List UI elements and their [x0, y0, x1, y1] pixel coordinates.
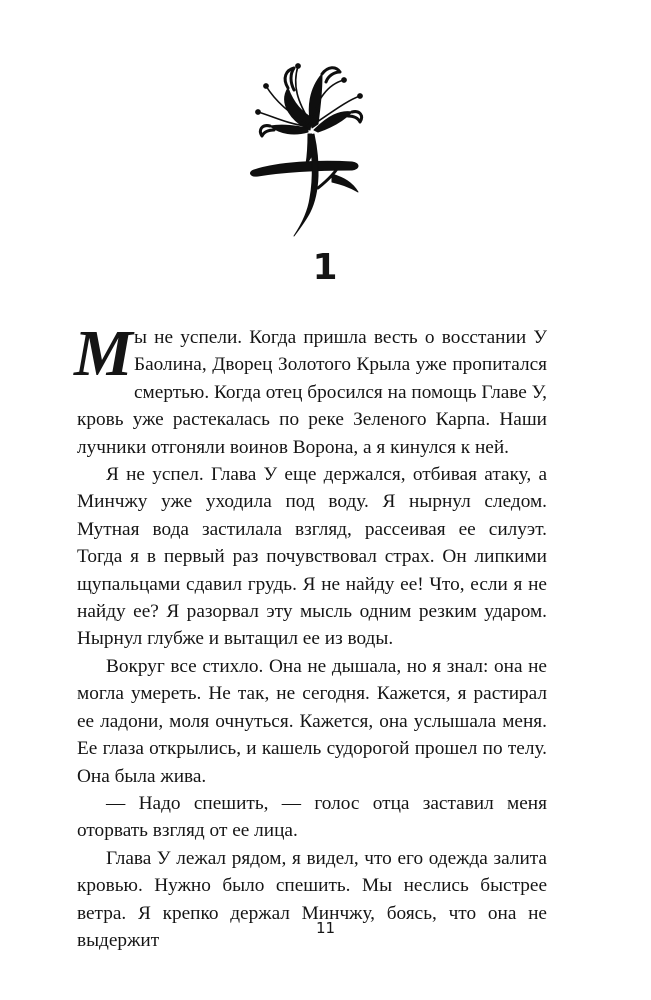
- paragraph-2: Я не успел. Глава У еще держался, отбивая атаку, а Минчжу уже уходила под воду. Я нырнул следом. Мутная вода застилала взгляд, рассеивая ее силуэт. Тогда я в первый раз почувствовал страх. Он липкими щупальцами сдавил грудь. Я не найду ее! Что, если я не найду ее? Я разорвал эту мысль одним резким ударом. Нырнул глубже и вытащил ее из воды.: [77, 464, 547, 650]
- paragraph-4: — Надо спешить, — голос отца заставил меня оторвать взгляд от ее лица.: [77, 792, 547, 842]
- ink-flower-icon: [248, 52, 368, 242]
- paragraph-5: Глава У лежал рядом, я видел, что его одежда залита кровью. Нужно было спешить. Мы неслись быстрее ветра. Я крепко держал Минчжу, боясь, что она не выдержит: [77, 847, 547, 951]
- paragraph-1: [74, 317, 547, 461]
- drop-cap-letter: М: [74, 317, 131, 390]
- page-number: 11: [315, 919, 336, 937]
- chapter-body: [74, 317, 547, 954]
- paragraph-3: Вокруг все стихло. Она не дышала, но я знал: она не могла умереть. Не так, не сегодня. Кажется, я растирал ее ладони, моля очнуться. Кажется, она услышала меня. Ее глаза открылись, и кашель судорогой прошел по телу. Она была жива.: [77, 655, 547, 787]
- drop-cap: [74, 317, 131, 390]
- chapter-number: 1: [312, 247, 339, 288]
- paragraph-1-text: ы не успели. Когда пришла весть о восстании У Баолина, Дворец Золотого Крыла уже пропитался смертью. Когда отец бросился на помощь Главе У, кровь уже растекалась по реке Зеленого Карпа. Наши лучники отгоняли воинов Ворона, а я кинулся к ней.: [77, 327, 547, 458]
